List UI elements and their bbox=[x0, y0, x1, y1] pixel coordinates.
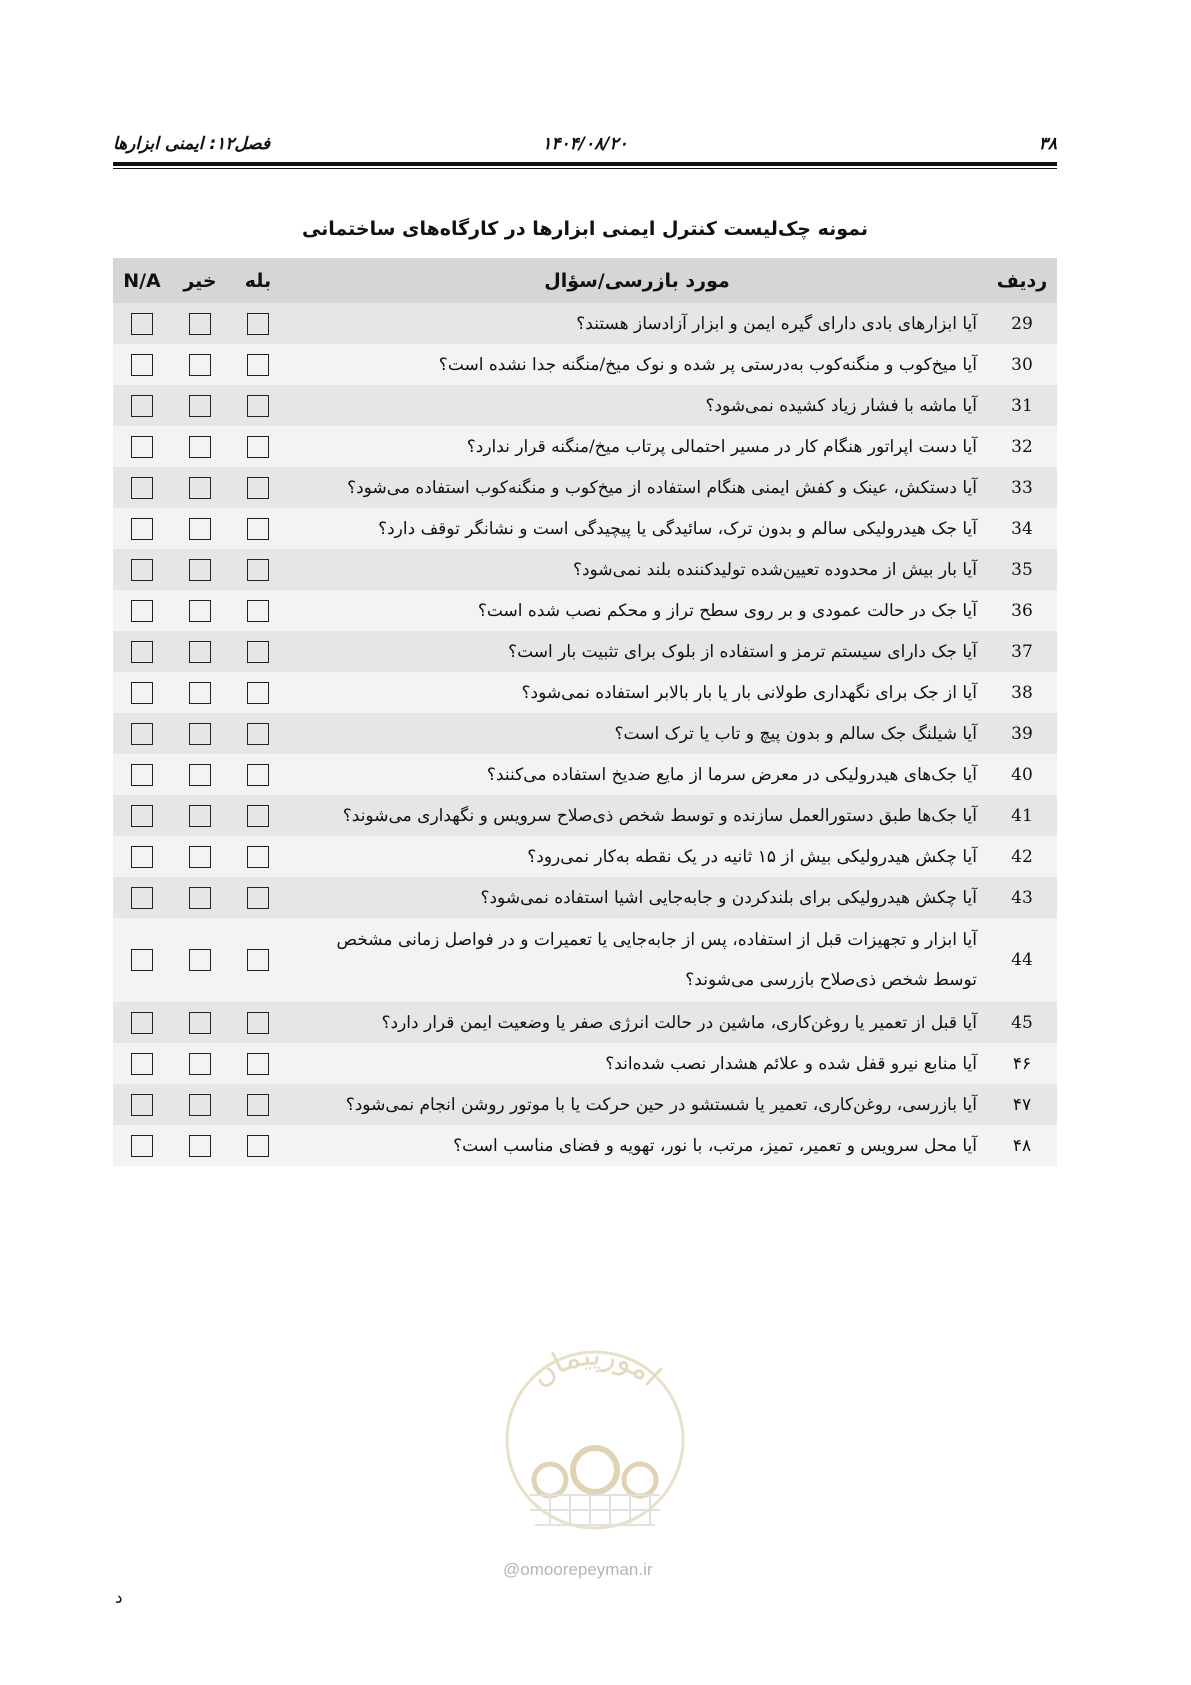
row-number: ۴۸ bbox=[987, 1125, 1057, 1166]
checkbox-yes[interactable] bbox=[247, 641, 269, 663]
checkbox-no[interactable] bbox=[189, 1135, 211, 1157]
row-number: 35 bbox=[987, 549, 1057, 590]
table-row bbox=[113, 1084, 1057, 1125]
header-date: ۱۴۰۴/۰۸/۲۰ bbox=[542, 134, 628, 154]
row-number: 44 bbox=[987, 918, 1057, 1002]
table-row bbox=[113, 877, 1057, 918]
checkbox-na[interactable] bbox=[131, 313, 153, 335]
checkbox-no[interactable] bbox=[189, 641, 211, 663]
checkbox-no[interactable] bbox=[189, 518, 211, 540]
checkbox-yes[interactable] bbox=[247, 1012, 269, 1034]
checkbox-no[interactable] bbox=[189, 477, 211, 499]
header-rule-thick bbox=[113, 162, 1057, 166]
cell-na bbox=[113, 549, 171, 590]
checkbox-no[interactable] bbox=[189, 682, 211, 704]
checkbox-yes[interactable] bbox=[247, 477, 269, 499]
checkbox-no[interactable] bbox=[189, 764, 211, 786]
table-row bbox=[113, 836, 1057, 877]
watermark-logo-lettering: امورپیمان bbox=[524, 1337, 668, 1394]
gear-icon bbox=[573, 1448, 617, 1492]
cell-no bbox=[171, 1043, 229, 1084]
cell-na bbox=[113, 344, 171, 385]
checkbox-yes[interactable] bbox=[247, 313, 269, 335]
cell-na bbox=[113, 385, 171, 426]
inspection-question: آیا محل سرویس و تعمیر، تمیز، مرتب، با نور، تهویه و فضای مناسب است؟ bbox=[287, 1125, 987, 1166]
inspection-question: آیا جک هیدرولیکی سالم و بدون ترک، سائیدگی یا پیچیدگی است و نشانگر توقف دارد؟ bbox=[287, 508, 987, 549]
cell-yes bbox=[229, 1002, 287, 1043]
cell-no bbox=[171, 1084, 229, 1125]
cell-no bbox=[171, 631, 229, 672]
table-row bbox=[113, 549, 1057, 590]
cell-na bbox=[113, 1002, 171, 1043]
cell-na bbox=[113, 1125, 171, 1166]
row-number: 36 bbox=[987, 590, 1057, 631]
cell-no bbox=[171, 590, 229, 631]
table-row bbox=[113, 426, 1057, 467]
cell-no bbox=[171, 672, 229, 713]
checkbox-na[interactable] bbox=[131, 682, 153, 704]
col-header-yes: بله bbox=[229, 258, 287, 303]
cell-yes bbox=[229, 631, 287, 672]
inspection-question: آیا جک در حالت عمودی و بر روی سطح تراز و محکم نصب شده است؟ bbox=[287, 590, 987, 631]
cell-no bbox=[171, 549, 229, 590]
cell-no bbox=[171, 918, 229, 1002]
checkbox-yes[interactable] bbox=[247, 436, 269, 458]
checkbox-na[interactable] bbox=[131, 1135, 153, 1157]
table-row bbox=[113, 385, 1057, 426]
inspection-question: آیا ابزار و تجهیزات قبل از استفاده، پس از جابه‌جایی یا تعمیرات و در فواصل زمانی مشخص توسط شخص ذی‌صلاح بازرسی می‌شوند؟ bbox=[287, 918, 987, 1002]
checkbox-yes[interactable] bbox=[247, 395, 269, 417]
table-row bbox=[113, 631, 1057, 672]
col-header-question: مورد بازرسی/سؤال bbox=[287, 258, 987, 303]
checkbox-na[interactable] bbox=[131, 354, 153, 376]
inspection-question: آیا چکش هیدرولیکی برای بلندکردن و جابه‌جایی اشیا استفاده نمی‌شود؟ bbox=[287, 877, 987, 918]
row-number: 31 bbox=[987, 385, 1057, 426]
col-header-na: N/A bbox=[113, 258, 171, 303]
inspection-question: آیا از جک برای نگهداری طولانی بار یا بار بالابر استفاده نمی‌شود؟ bbox=[287, 672, 987, 713]
cell-yes bbox=[229, 754, 287, 795]
inspection-question: آیا میخ‌کوب و منگنه‌کوب به‌درستی پر شده و نوک میخ/منگنه جدا نشده است؟ bbox=[287, 344, 987, 385]
cell-yes bbox=[229, 713, 287, 754]
cell-yes bbox=[229, 877, 287, 918]
table-row bbox=[113, 672, 1057, 713]
cell-yes bbox=[229, 385, 287, 426]
checkbox-no[interactable] bbox=[189, 887, 211, 909]
table-body bbox=[113, 303, 1057, 1166]
cell-na bbox=[113, 426, 171, 467]
checkbox-no[interactable] bbox=[189, 600, 211, 622]
checkbox-na[interactable] bbox=[131, 723, 153, 745]
checkbox-no[interactable] bbox=[189, 1094, 211, 1116]
cell-yes bbox=[229, 303, 287, 344]
checkbox-no[interactable] bbox=[189, 436, 211, 458]
cell-no bbox=[171, 754, 229, 795]
watermark-logo bbox=[490, 1330, 700, 1590]
checkbox-na[interactable] bbox=[131, 1012, 153, 1034]
checkbox-na[interactable] bbox=[131, 1053, 153, 1075]
checkbox-na[interactable] bbox=[131, 949, 153, 971]
checkbox-yes[interactable] bbox=[247, 559, 269, 581]
page-header bbox=[113, 128, 1057, 158]
checklist-table bbox=[113, 258, 1057, 1166]
row-number: 34 bbox=[987, 508, 1057, 549]
inspection-question: آیا دستکش، عینک و کفش ایمنی هنگام استفاده از میخ‌کوب و منگنه‌کوب استفاده می‌شود؟ bbox=[287, 467, 987, 508]
checkbox-no[interactable] bbox=[189, 723, 211, 745]
row-number: 37 bbox=[987, 631, 1057, 672]
checkbox-na[interactable] bbox=[131, 1094, 153, 1116]
checkbox-na[interactable] bbox=[131, 477, 153, 499]
checkbox-no[interactable] bbox=[189, 1012, 211, 1034]
table-row bbox=[113, 1002, 1057, 1043]
checkbox-no[interactable] bbox=[189, 949, 211, 971]
cell-no bbox=[171, 1002, 229, 1043]
cell-na bbox=[113, 590, 171, 631]
row-number: 38 bbox=[987, 672, 1057, 713]
checkbox-yes[interactable] bbox=[247, 949, 269, 971]
gear-icon bbox=[624, 1464, 656, 1496]
chapter-title: فصل۱۲: ایمنی ابزارها bbox=[113, 134, 271, 154]
inspection-question: آیا جک‌های هیدرولیکی در معرض سرما از مایع ضدیخ استفاده می‌کنند؟ bbox=[287, 754, 987, 795]
row-number: 43 bbox=[987, 877, 1057, 918]
row-number: 30 bbox=[987, 344, 1057, 385]
checkbox-na[interactable] bbox=[131, 846, 153, 868]
cell-no bbox=[171, 795, 229, 836]
cell-no bbox=[171, 508, 229, 549]
checkbox-yes[interactable] bbox=[247, 887, 269, 909]
row-number: 39 bbox=[987, 713, 1057, 754]
inspection-question: آیا جک‌ها طبق دستورالعمل سازنده و توسط شخص ذی‌صلاح سرویس و نگهداری می‌شوند؟ bbox=[287, 795, 987, 836]
header-rule-thin bbox=[113, 168, 1057, 169]
cell-yes bbox=[229, 1125, 287, 1166]
table-row bbox=[113, 1125, 1057, 1166]
inspection-question: آیا جک دارای سیستم ترمز و استفاده از بلوک برای تثبیت بار است؟ bbox=[287, 631, 987, 672]
cell-na bbox=[113, 918, 171, 1002]
table-row bbox=[113, 1043, 1057, 1084]
row-number: 42 bbox=[987, 836, 1057, 877]
cell-yes bbox=[229, 426, 287, 467]
table-row bbox=[113, 303, 1057, 344]
row-number: 32 bbox=[987, 426, 1057, 467]
cell-no bbox=[171, 713, 229, 754]
inspection-question: آیا منابع نیرو قفل شده و علائم هشدار نصب شده‌اند؟ bbox=[287, 1043, 987, 1084]
cell-no bbox=[171, 877, 229, 918]
checkbox-no[interactable] bbox=[189, 559, 211, 581]
cell-na bbox=[113, 508, 171, 549]
inspection-question: آیا قبل از تعمیر یا روغن‌کاری، ماشین در حالت انرژی صفر یا وضعیت ایمن قرار دارد؟ bbox=[287, 1002, 987, 1043]
cell-na bbox=[113, 303, 171, 344]
inspection-question: آیا شیلنگ جک سالم و بدون پیچ و تاب یا ترک است؟ bbox=[287, 713, 987, 754]
cell-na bbox=[113, 672, 171, 713]
checkbox-no[interactable] bbox=[189, 846, 211, 868]
table-row bbox=[113, 754, 1057, 795]
checkbox-no[interactable] bbox=[189, 395, 211, 417]
cell-na bbox=[113, 1084, 171, 1125]
cell-na bbox=[113, 795, 171, 836]
cell-yes bbox=[229, 590, 287, 631]
checkbox-yes[interactable] bbox=[247, 764, 269, 786]
cell-yes bbox=[229, 795, 287, 836]
footer-page-letter: د bbox=[115, 1588, 123, 1608]
cell-na bbox=[113, 467, 171, 508]
row-number: ۴۶ bbox=[987, 1043, 1057, 1084]
table-row bbox=[113, 795, 1057, 836]
table-row bbox=[113, 713, 1057, 754]
cell-no bbox=[171, 344, 229, 385]
checklist-title: نمونه چک‌لیست کنترل ایمنی ابزارها در کارگاه‌های ساختمانی bbox=[301, 218, 869, 240]
checkbox-no[interactable] bbox=[189, 805, 211, 827]
cell-yes bbox=[229, 918, 287, 1002]
checkbox-na[interactable] bbox=[131, 641, 153, 663]
row-number: 40 bbox=[987, 754, 1057, 795]
cell-yes bbox=[229, 549, 287, 590]
checkbox-no[interactable] bbox=[189, 313, 211, 335]
cell-yes bbox=[229, 672, 287, 713]
checkbox-yes[interactable] bbox=[247, 1094, 269, 1116]
cell-yes bbox=[229, 344, 287, 385]
cell-na bbox=[113, 836, 171, 877]
inspection-question: آیا بار بیش از محدوده تعیین‌شده تولیدکننده بلند نمی‌شود؟ bbox=[287, 549, 987, 590]
table-row bbox=[113, 590, 1057, 631]
row-number: 33 bbox=[987, 467, 1057, 508]
cell-na bbox=[113, 713, 171, 754]
checkbox-na[interactable] bbox=[131, 518, 153, 540]
checkbox-no[interactable] bbox=[189, 1053, 211, 1075]
watermark-url: @omoorepeyman.ir bbox=[503, 1560, 653, 1579]
cell-yes bbox=[229, 1043, 287, 1084]
checkbox-yes[interactable] bbox=[247, 1053, 269, 1075]
cell-no bbox=[171, 385, 229, 426]
checkbox-na[interactable] bbox=[131, 600, 153, 622]
cell-yes bbox=[229, 508, 287, 549]
checkbox-yes[interactable] bbox=[247, 805, 269, 827]
cell-no bbox=[171, 1125, 229, 1166]
row-number: ۴۷ bbox=[987, 1084, 1057, 1125]
row-number: 29 bbox=[987, 303, 1057, 344]
checkbox-no[interactable] bbox=[189, 354, 211, 376]
col-header-row-number: ردیف bbox=[987, 258, 1057, 303]
cell-no bbox=[171, 836, 229, 877]
table-row bbox=[113, 508, 1057, 549]
checkbox-na[interactable] bbox=[131, 805, 153, 827]
inspection-question: آیا چکش هیدرولیکی بیش از ۱۵ ثانیه در یک نقطه به‌کار نمی‌رود؟ bbox=[287, 836, 987, 877]
checkbox-na[interactable] bbox=[131, 764, 153, 786]
checkbox-yes[interactable] bbox=[247, 518, 269, 540]
checkbox-na[interactable] bbox=[131, 887, 153, 909]
checkbox-yes[interactable] bbox=[247, 600, 269, 622]
checkbox-yes[interactable] bbox=[247, 723, 269, 745]
checkbox-yes[interactable] bbox=[247, 682, 269, 704]
cell-na bbox=[113, 631, 171, 672]
table-row bbox=[113, 918, 1057, 1002]
cell-na bbox=[113, 877, 171, 918]
cell-na bbox=[113, 754, 171, 795]
table-header-row bbox=[113, 258, 1057, 303]
row-number: 41 bbox=[987, 795, 1057, 836]
checkbox-na[interactable] bbox=[131, 436, 153, 458]
checkbox-na[interactable] bbox=[131, 559, 153, 581]
cell-na bbox=[113, 1043, 171, 1084]
checkbox-yes[interactable] bbox=[247, 1135, 269, 1157]
cell-no bbox=[171, 467, 229, 508]
checkbox-na[interactable] bbox=[131, 395, 153, 417]
cell-yes bbox=[229, 1084, 287, 1125]
table-row bbox=[113, 467, 1057, 508]
cell-no bbox=[171, 303, 229, 344]
cell-no bbox=[171, 426, 229, 467]
cell-yes bbox=[229, 836, 287, 877]
page-number: ۳۸ bbox=[1038, 134, 1057, 154]
inspection-question: آیا بازرسی، روغن‌کاری، تعمیر یا شستشو در حین حرکت یا با موتور روشن انجام نمی‌شود؟ bbox=[287, 1084, 987, 1125]
gear-icon bbox=[534, 1464, 566, 1496]
row-number: 45 bbox=[987, 1002, 1057, 1043]
cell-yes bbox=[229, 467, 287, 508]
inspection-question: آیا دست اپراتور هنگام کار در مسیر احتمالی پرتاب میخ/منگنه قرار ندارد؟ bbox=[287, 426, 987, 467]
inspection-question: آیا ابزارهای بادی دارای گیره ایمن و ابزار آزادساز هستند؟ bbox=[287, 303, 987, 344]
checkbox-yes[interactable] bbox=[247, 354, 269, 376]
table-row bbox=[113, 344, 1057, 385]
grid-icon bbox=[530, 1495, 660, 1525]
checkbox-yes[interactable] bbox=[247, 846, 269, 868]
inspection-question: آیا ماشه با فشار زیاد کشیده نمی‌شود؟ bbox=[287, 385, 987, 426]
col-header-no: خیر bbox=[171, 258, 229, 303]
